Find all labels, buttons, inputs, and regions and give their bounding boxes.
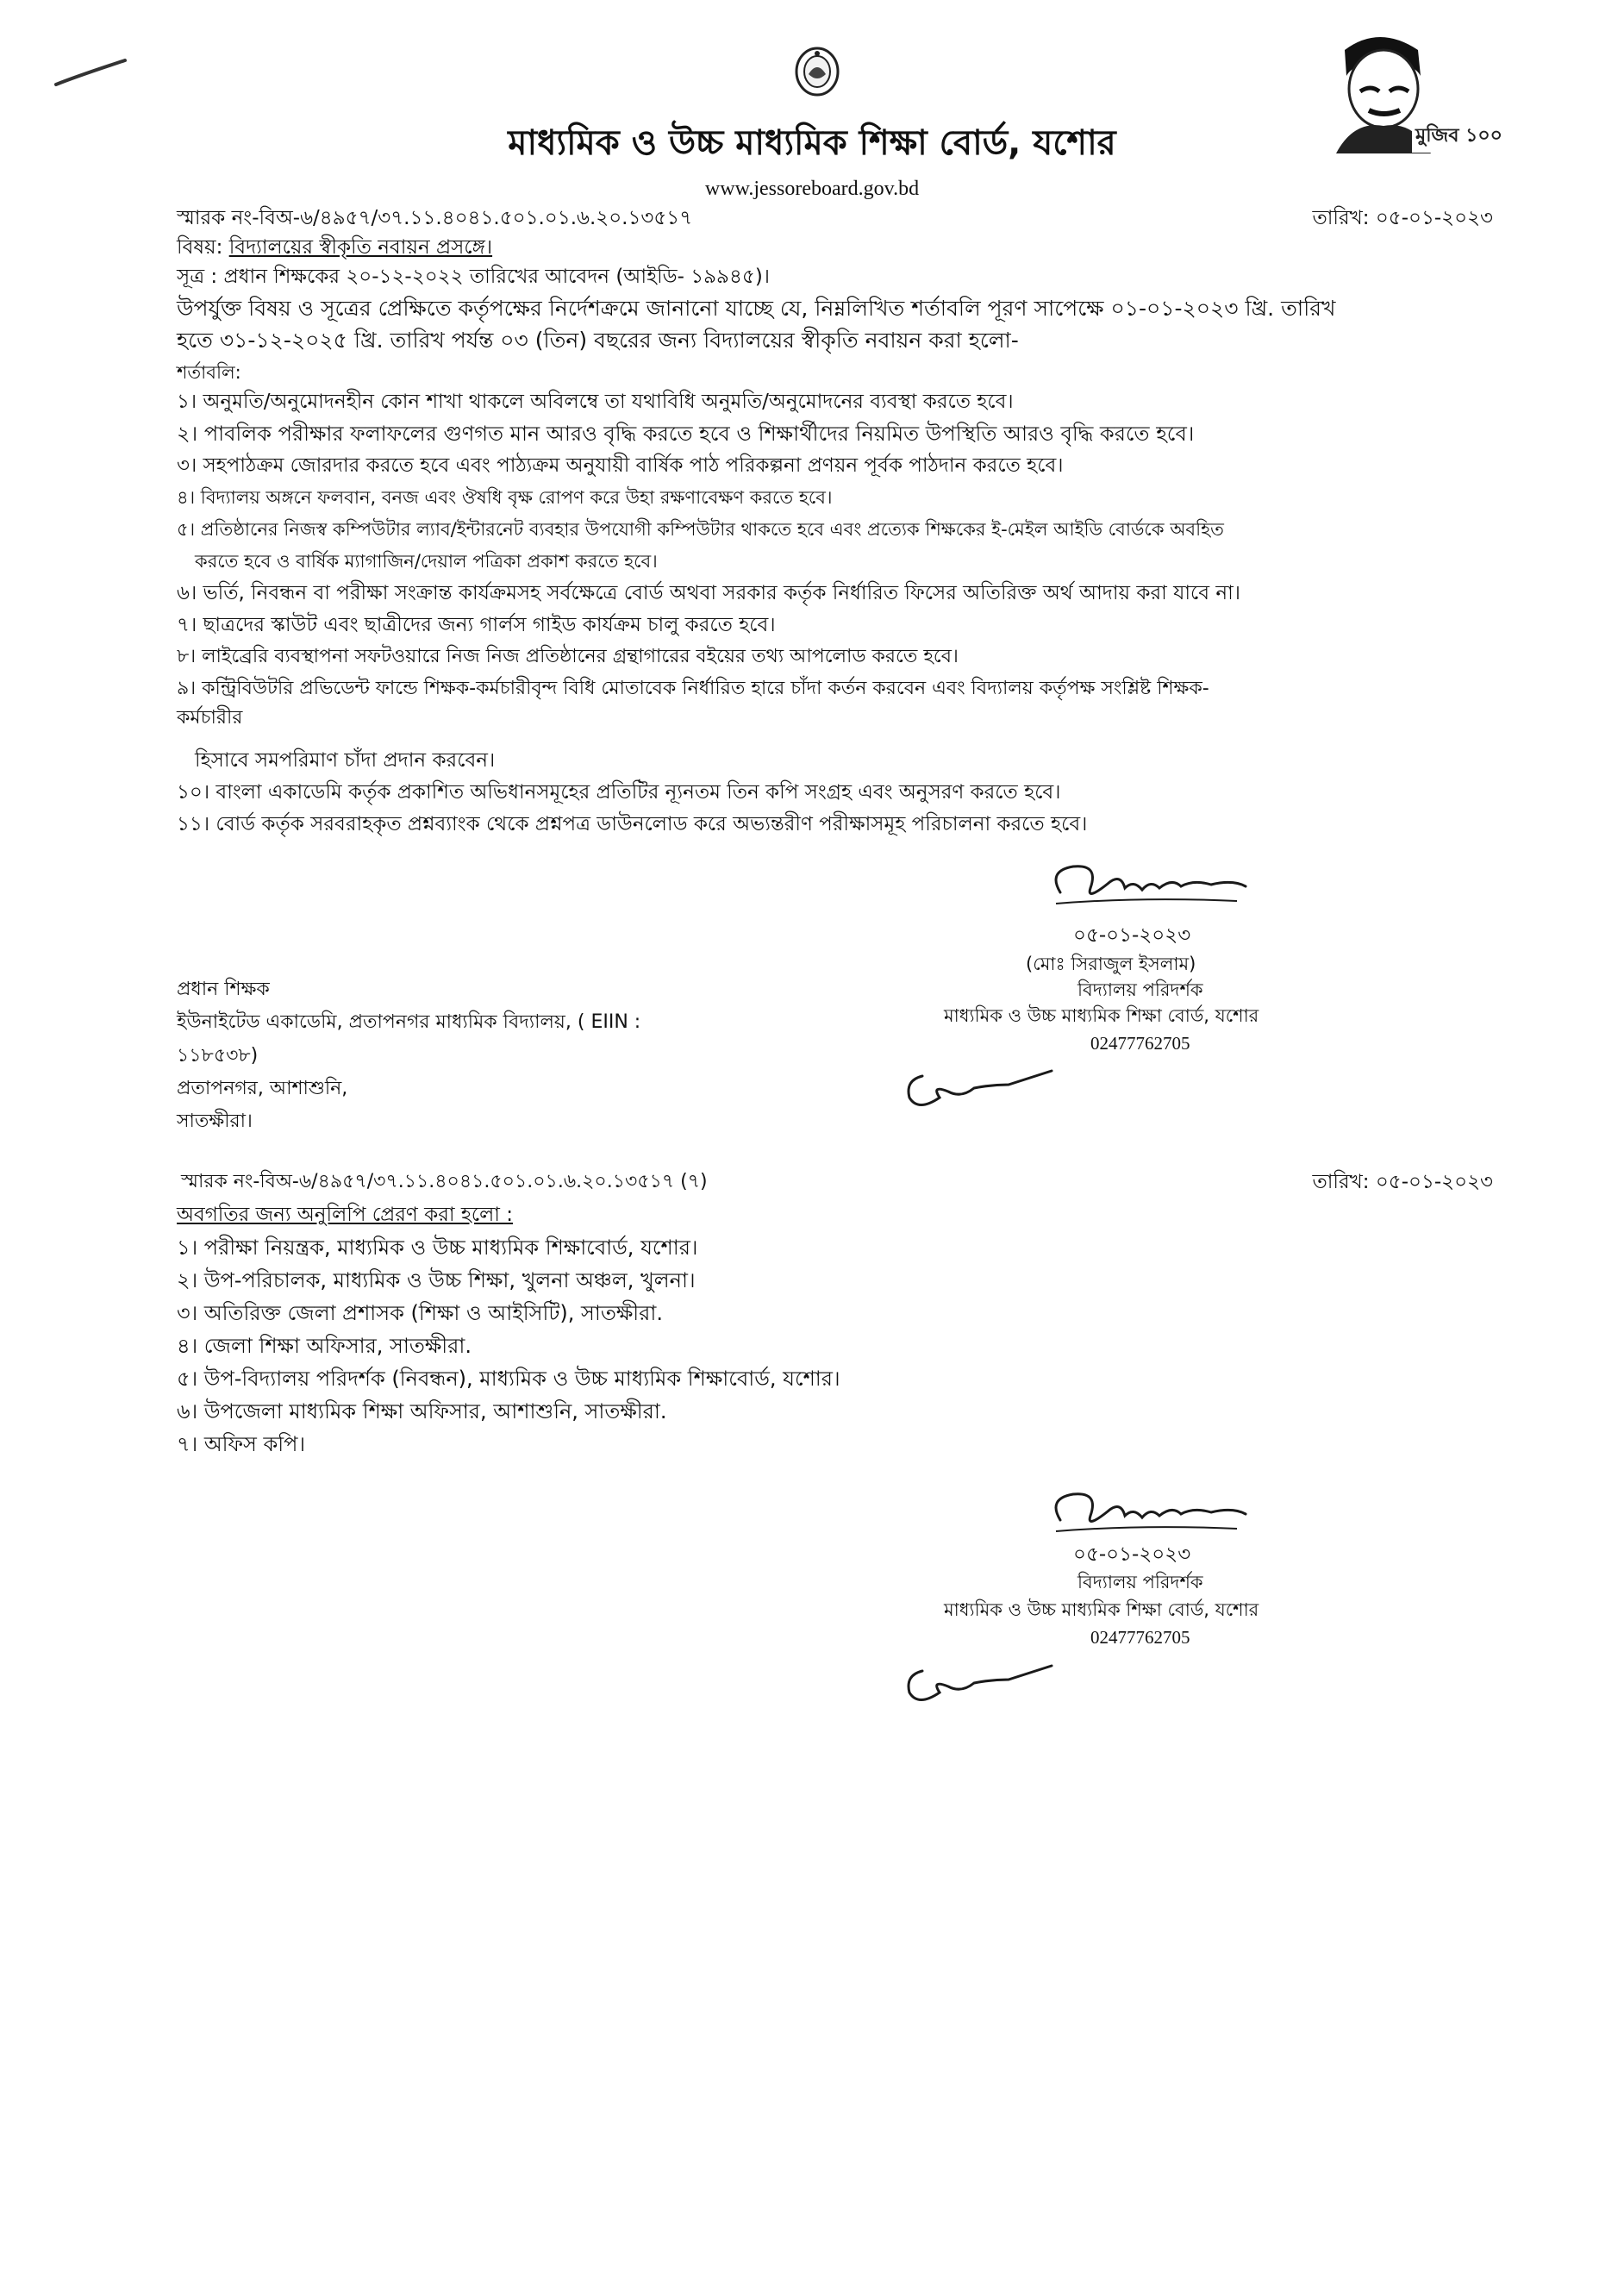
signatory-name: (মোঃ সিরাজুল ইসলাম) bbox=[1026, 954, 1196, 974]
memo2-date: তারিখ: ০৫-০১-২০২৩ bbox=[1312, 1171, 1493, 1193]
signatory2-phone: 02477762705 bbox=[1090, 1627, 1190, 1648]
government-seal-icon bbox=[793, 45, 841, 98]
website-url: www.jessoreboard.gov.bd bbox=[704, 178, 920, 200]
condition-item: ২। পাবলিক পরীক্ষার ফলাফলের গুণগত মান আরও বৃদ্ধি করতে হবে ও শিক্ষার্থীদের নিয়মিত উপস্থিতি আরও বৃদ্ধি করতে হবে। bbox=[177, 422, 1195, 446]
signatory2-designation: বিদ্যালয় পরিদর্শক bbox=[1077, 1572, 1203, 1592]
cc-item: ৬। উপজেলা মাধ্যমিক শিক্ষা অফিসার, আশাশুনি, সাতক্ষীরা. bbox=[177, 1399, 667, 1423]
condition-item: ৭। ছাত্রদের স্কাউট এবং ছাত্রীদের জন্য গার্লস গাইড কার্যক্রম চালু করতে হবে। bbox=[177, 614, 776, 636]
intro-line-2: হতে ৩১-১২-২০২৫ খ্রি. তারিখ পর্যন্ত ০৩ (তিন) বছরের জন্য বিদ্যালয়ের স্বীকৃতি নবায়ন করা হলো- bbox=[177, 328, 1019, 353]
recipient-institution: ইউনাইটেড একাডেমি, প্রতাপনগর মাধ্যমিক বিদ্যালয়, ( EIIN : bbox=[177, 1011, 641, 1033]
cc-item: ৩। অতিরিক্ত জেলা প্রশাসক (শিক্ষা ও আইসিটি), সাতক্ষীরা. bbox=[177, 1301, 663, 1325]
signatory2-office: মাধ্যমিক ও উচ্চ মাধ্যমিক শিক্ষা বোর্ড, যশোর bbox=[944, 1599, 1259, 1620]
board-name-heading: মাধ্যমিক ও উচ্চ মাধ্যমিক শিক্ষা বোর্ড, যশোর bbox=[508, 123, 1116, 163]
cc-item: ৭। অফিস কপি। bbox=[177, 1432, 306, 1456]
source-reference: সূত্র : প্রধান শিক্ষকের ২০-১২-২০২২ তারিখের আবেদন (আইডি- ১৯৯৪৫)। bbox=[177, 266, 771, 288]
condition-item: ৯। কন্ট্রিবিউটরি প্রভিডেন্ট ফান্ডে শিক্ষক-কর্মচারীবৃন্দ বিধি মোতাবেক নির্ধারিত হারে চাঁদা কর্তন করবেন এবং বিদ্যালয় কর্তৃপক্ষ সংশ্লিষ্ট শিক্ষক- bbox=[177, 678, 1209, 699]
condition-item: ১১। বোর্ড কর্তৃক সরবরাহকৃত প্রশ্নব্যাংক থেকে প্রশ্নপত্র ডাউনলোড করে অভ্যন্তরীণ পরীক্ষাসমূহ পরিচালনা করতে হবে। bbox=[177, 813, 1088, 835]
signature-mark bbox=[1039, 854, 1254, 914]
recipient-address: প্রতাপনগর, আশাশুনি, bbox=[177, 1078, 348, 1099]
conditions-label: শর্তাবলি: bbox=[177, 362, 241, 383]
subject-line bbox=[177, 235, 492, 260]
cc-item: ৫। উপ-বিদ্যালয় পরিদর্শক (নিবন্ধন), মাধ্যমিক ও উচ্চ মাধ্যমিক শিক্ষাবোর্ড, যশোর। bbox=[177, 1367, 840, 1391]
condition-item: ৫। প্রতিষ্ঠানের নিজস্ব কম্পিউটার ল্যাব/ইন্টারনেট ব্যবহার উপযোগী কম্পিউটার থাকতে হবে এবং প্রত্যেক শিক্ষকের ই-মেইল আইডি বোর্ডকে অবহিত bbox=[177, 519, 1224, 540]
condition-item-cont: হিসাবে সমপরিমাণ চাঁদা প্রদান করবেন। bbox=[195, 749, 496, 772]
signatory2-date: ০৫-০১-২০২৩ bbox=[1073, 1543, 1191, 1566]
cc-heading: অবগতির জন্য অনুলিপি প্রেরণ করা হলো : bbox=[177, 1204, 514, 1226]
memo2-ref-number: স্মারক নং-বিঅ-৬/৪৯৫৭/৩৭.১১.৪০৪১.৫০১.০১.৬.২০.১৩৫১৭ (৭) bbox=[181, 1171, 708, 1192]
cc-item: ১। পরীক্ষা নিয়ন্ত্রক, মাধ্যমিক ও উচ্চ মাধ্যমিক শিক্ষাবোর্ড, যশোর। bbox=[177, 1236, 698, 1260]
condition-item-cont: কর্মচারীর bbox=[177, 707, 243, 729]
signatory-office: মাধ্যমিক ও উচ্চ মাধ্যমিক শিক্ষা বোর্ড, যশোর bbox=[944, 1005, 1259, 1026]
memo-date: তারিখ: ০৫-০১-২০২৩ bbox=[1312, 207, 1493, 229]
condition-item: ১০। বাংলা একাডেমি কর্তৃক প্রকাশিত অভিধানসমূহের প্রতিটির ন্যূনতম তিন কপি সংগ্রহ এবং অনুসরণ করতে হবে। bbox=[177, 781, 1061, 804]
condition-item: ১। অনুমতি/অনুমোদনহীন কোন শাখা থাকলে অবিলম্বে তা যথাবিধি অনুমতি/অনুমোদনের ব্যবস্থা করতে হবে। bbox=[177, 391, 1014, 413]
pen-mark bbox=[52, 52, 129, 95]
signature-mark bbox=[1039, 1481, 1254, 1542]
cc-item: ২। উপ-পরিচালক, মাধ্যমিক ও উচ্চ শিক্ষা, খুলনা অঞ্চল, খুলনা। bbox=[177, 1268, 696, 1292]
initial-mark bbox=[896, 1059, 1060, 1119]
subject-text: বিদ্যালয়ের স্বীকৃতি নবায়ন প্রসঙ্গে। bbox=[228, 236, 493, 259]
condition-item: ৬। ভর্তি, নিবন্ধন বা পরীক্ষা সংক্রান্ত কার্যক্রমসহ সর্বক্ষেত্রে বোর্ড অথবা সরকার কর্তৃক নির্ধারিত ফিসের অতিরিক্ত অর্থ আদায় করা যাবে না। bbox=[177, 582, 1241, 604]
condition-item: ৪। বিদ্যালয় অঙ্গনে ফলবান, বনজ এবং ঔষধি বৃক্ষ রোপণ করে উহা রক্ষণাবেক্ষণ করতে হবে। bbox=[177, 487, 833, 508]
condition-item: ৮। লাইব্রেরি ব্যবস্থাপনা সফটওয়ারে নিজ নিজ প্রতিষ্ঠানের গ্রন্থাগারের বইয়ের তথ্য আপলোড করতে হবে। bbox=[177, 646, 959, 667]
cc-item: ৪। জেলা শিক্ষা অফিসার, সাতক্ষীরা. bbox=[177, 1334, 472, 1358]
recipient-eiin: ১১৮৫৩৮) bbox=[177, 1045, 259, 1067]
recipient-title: প্রধান শিক্ষক bbox=[177, 979, 270, 1000]
intro-line-1: উপর্যুক্ত বিষয় ও সূত্রের প্রেক্ষিতে কর্তৃপক্ষের নির্দেশক্রমে জানানো যাচ্ছে যে, নিম্নলিখিত শর্তাবলি পূরণ সাপেক্ষে ০১-০১-২০২৩ খ্রি. তারিখ bbox=[177, 296, 1336, 321]
signatory-phone: 02477762705 bbox=[1090, 1033, 1190, 1054]
recipient-district: সাতক্ষীরা। bbox=[177, 1111, 253, 1132]
memo-ref-number: স্মারক নং-বিঅ-৬/৪৯৫৭/৩৭.১১.৪০৪১.৫০১.০১.৬.২০.১৩৫১৭ bbox=[177, 207, 693, 229]
condition-item-cont: করতে হবে ও বার্ষিক ম্যাগাজিন/দেয়াল পত্রিকা প্রকাশ করতে হবে। bbox=[195, 551, 658, 572]
condition-item: ৩। সহপাঠক্রম জোরদার করতে হবে এবং পাঠ্যক্রম অনুযায়ী বার্ষিক পাঠ পরিকল্পনা প্রণয়ন পূর্বক পাঠদান করতে হবে। bbox=[177, 454, 1064, 477]
initial-mark bbox=[896, 1654, 1060, 1714]
mujib-100-badge: মুজিব ১০০ bbox=[1412, 121, 1506, 153]
signatory-date: ০৫-০১-২০২৩ bbox=[1073, 924, 1191, 947]
subject-label: বিষয়: bbox=[177, 236, 223, 259]
signatory-designation: বিদ্যালয় পরিদর্শক bbox=[1077, 979, 1203, 1000]
